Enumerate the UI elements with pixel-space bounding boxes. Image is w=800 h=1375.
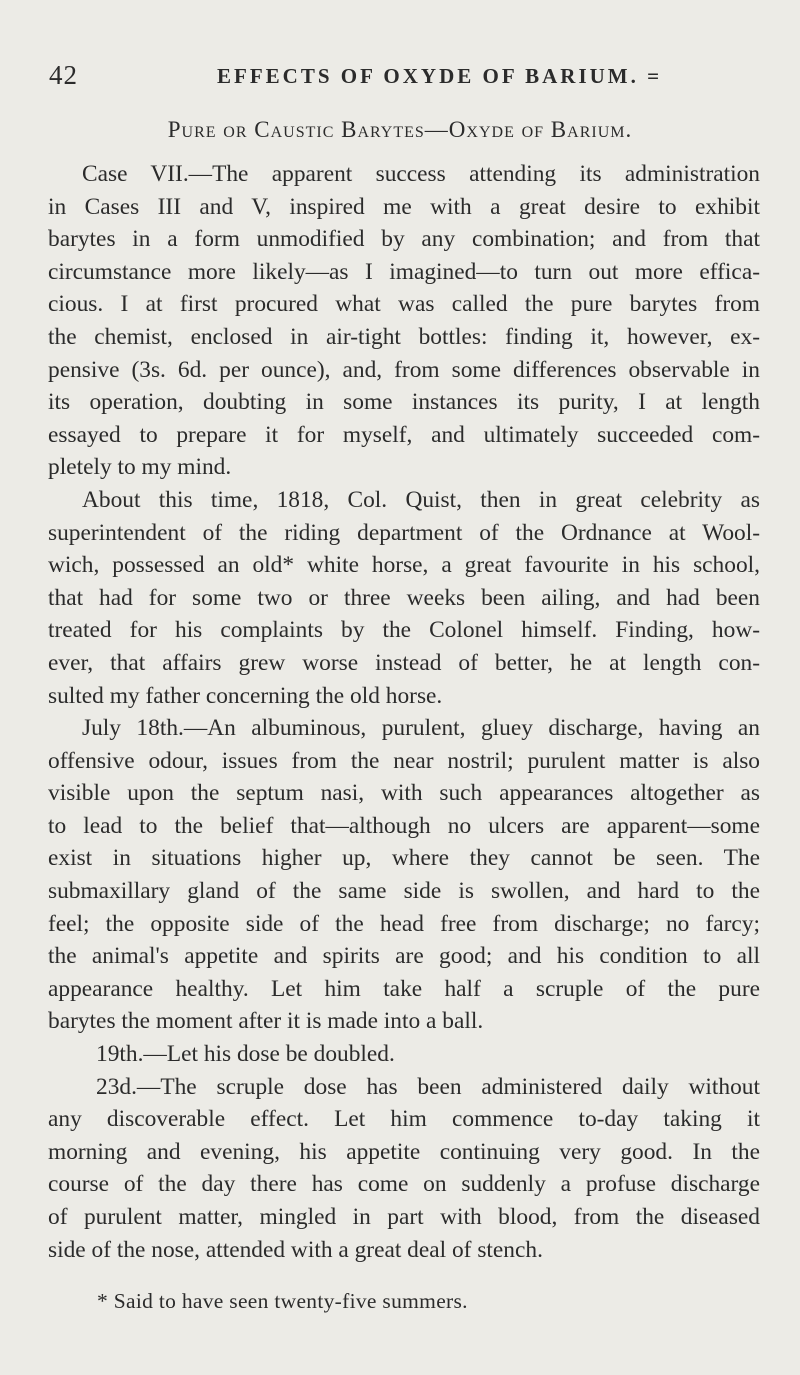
text-line: morning and evening, his appetite continuing very good. In the: [48, 1138, 760, 1165]
text-line: visible upon the septum nasi, with such appearances altogether as: [48, 780, 760, 807]
text-line: submaxillary gland of the same side is swollen, and hard to the: [48, 878, 760, 905]
text-line: that had for some two or three weeks been ailing, and had been: [48, 584, 760, 611]
text-line: wich, possessed an old* white horse, a great favourite in his school,: [48, 552, 760, 579]
footnote: * Said to have seen twenty-five summers.: [97, 1289, 468, 1313]
text-line: ever, that affairs grew worse instead of better, he at length con-: [48, 649, 760, 676]
text-line: of purulent matter, mingled in part with blood, from the diseased: [48, 1204, 760, 1230]
section-heading: Pure or Caustic Barytes—Oxyde of Barium.: [167, 117, 633, 142]
text-line: 23d.—The scruple dose has been administered daily without: [96, 1073, 760, 1100]
text-line: in Cases III and V, inspired me with a great desire to exhibit: [48, 193, 760, 220]
text-line: course of the day there has come on suddenly a profuse discharge: [48, 1171, 760, 1198]
text-line: side of the nose, attended with a great deal of stench.: [48, 1236, 543, 1263]
body-text: [48, 158, 760, 1266]
text-line: pensive (3s. 6d. per ounce), and, from some differences observable in: [48, 356, 760, 383]
text-line: July 18th.—An albuminous, purulent, gluey discharge, having an: [82, 715, 760, 742]
text-line: Case VII.—The apparent success attending its administration: [82, 161, 760, 187]
running-head: [49, 60, 759, 90]
text-line: cious. I at first procured what was called the pure barytes from: [48, 291, 760, 318]
text-line: barytes the moment after it is made into a ball.: [48, 1008, 484, 1035]
text-line: offensive odour, issues from the near nostril; purulent matter is also: [48, 747, 760, 774]
text-line: essayed to prepare it for myself, and ultimately succeeded com-: [48, 421, 760, 448]
text-line: pletely to my mind.: [48, 454, 232, 481]
text-line: feel; the opposite side of the head free from discharge; no farcy;: [48, 910, 760, 937]
text-line: sulted my father concerning the old horse.: [48, 682, 443, 709]
text-line: its operation, doubting in some instances its purity, I at length: [48, 389, 760, 416]
text-line: any discoverable effect. Let him commence to-day taking it: [48, 1106, 760, 1133]
text-line: 19th.—Let his dose be doubled.: [96, 1041, 395, 1068]
text-line: appearance healthy. Let him take half a scruple of the pure: [48, 975, 760, 1002]
text-line: the animal's appetite and spirits are good; and his condition to all: [48, 943, 760, 970]
text-line: treated for his complaints by the Colonel himself. Finding, how-: [48, 617, 760, 644]
text-line: the chemist, enclosed in air-tight bottles: finding it, however, ex-: [48, 323, 760, 350]
text-line: to lead to the belief that—although no ulcers are apparent—some: [48, 812, 760, 839]
text-line: About this time, 1818, Col. Quist, then in great celebrity as: [82, 486, 760, 513]
text-line: superintendent of the riding department of the Ordnance at Wool-: [48, 519, 760, 546]
page-number: 42: [49, 60, 78, 90]
text-line: exist in situations higher up, where they cannot be seen. The: [48, 845, 760, 872]
text-line: circumstance more likely—as I imagined—to turn out more effica-: [48, 258, 760, 285]
text-line: barytes in a form unmodified by any combination; and from that: [48, 226, 760, 253]
running-title: EFFECTS OF OXYDE OF BARIUM. =: [217, 64, 663, 88]
